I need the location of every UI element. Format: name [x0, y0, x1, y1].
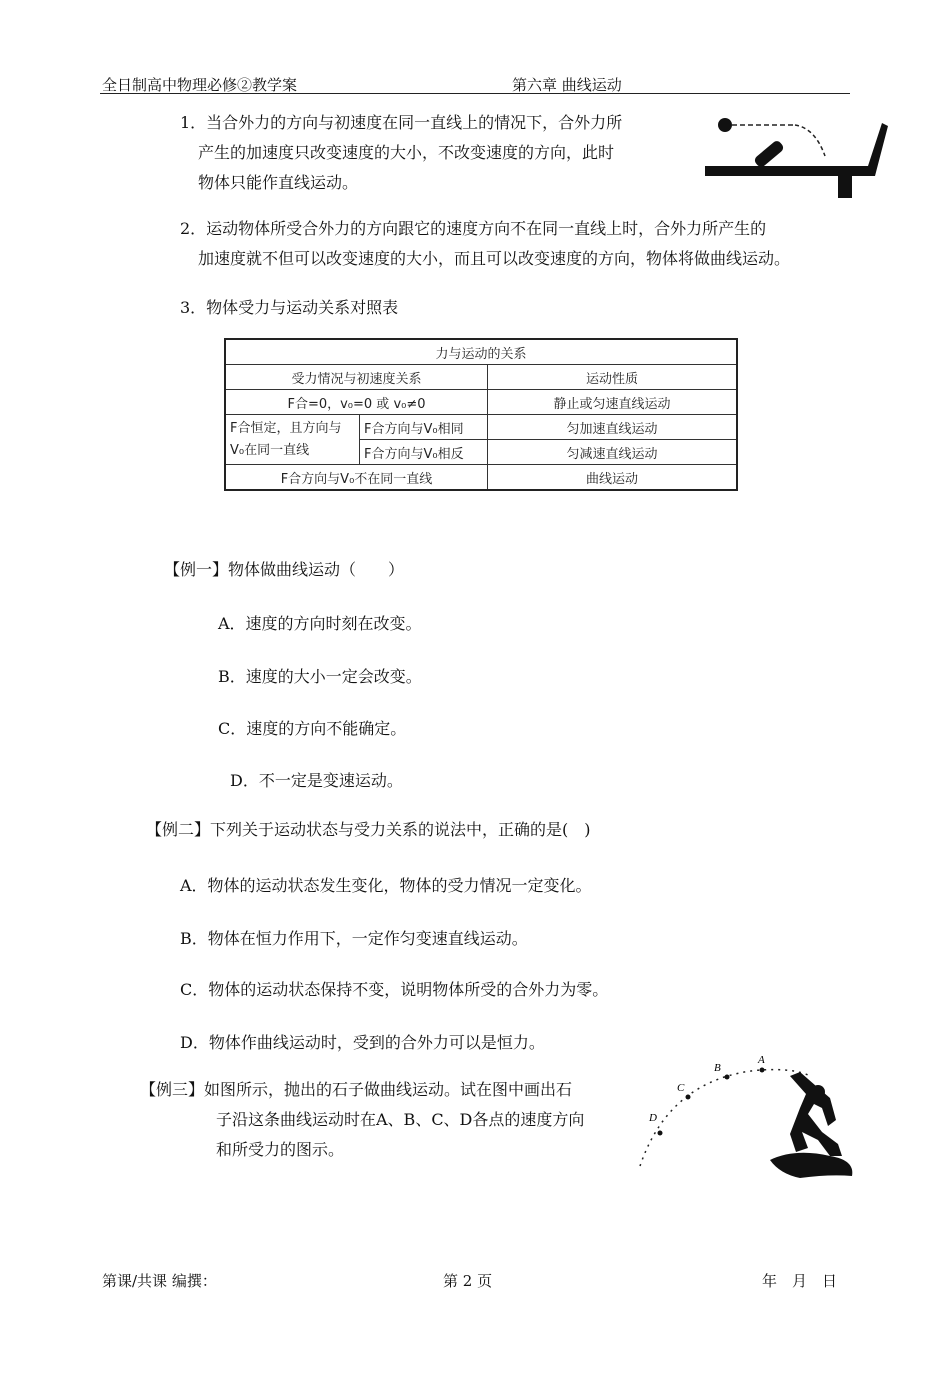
force-motion-table — [224, 338, 738, 491]
example-1-option-d: D．不一定是变速运动。 — [230, 771, 403, 790]
example-3 — [140, 1075, 584, 1165]
table-cell: F合方向与V₀相同 — [360, 415, 488, 440]
table-cell: 匀加速直线运动 — [488, 415, 738, 440]
example-2-stem: 【例二】下列关于运动状态与受力关系的说法中，正确的是( ) — [146, 820, 591, 839]
table-cell: F合恒定，且方向与V₀在同一直线 — [225, 415, 360, 465]
paddle — [753, 139, 785, 169]
table-leg — [838, 176, 852, 198]
label-d: D — [649, 1112, 657, 1124]
table-cell: 静止或匀速直线运动 — [488, 390, 738, 415]
table-top — [705, 123, 888, 176]
label-c: C — [677, 1082, 685, 1094]
example-3-line: 子沿这条曲线运动时在A、B、C、D各点的速度方向 — [216, 1110, 585, 1129]
point-b — [725, 1075, 730, 1080]
example-2-option-d: D．物体作曲线运动时，受到的合外力可以是恒力。 — [180, 1033, 545, 1052]
table-cell: F合=0，v₀=0 或 v₀≠0 — [225, 390, 488, 415]
example-3-line: 和所受力的图示。 — [216, 1140, 345, 1159]
trajectory — [640, 1070, 810, 1166]
thrower-icon — [770, 1072, 852, 1178]
label-b: B — [714, 1062, 721, 1074]
item-1-line: 1．当合外力的方向与初速度在同一直线上的情况下，合外力所 — [180, 113, 623, 132]
table-title: 力与运动的关系 — [225, 339, 737, 365]
item-1-line: 产生的加速度只改变速度的大小，不改变速度的方向，此时 — [198, 143, 615, 162]
item-2-line: 加速度就不但可以改变速度的大小，而且可以改变速度的方向，物体将做曲线运动。 — [198, 249, 791, 268]
item-3: 3．物体受力与运动关系对照表 — [180, 298, 399, 317]
table-header-condition: 受力情况与初速度关系 — [225, 365, 488, 390]
table-cell: F合方向与V₀相反 — [360, 440, 488, 465]
example-1-stem: 【例一】物体做曲线运动（ ） — [164, 560, 405, 579]
table-cell: F合方向与V₀不在同一直线 — [225, 465, 488, 491]
table-cell: 匀减速直线运动 — [488, 440, 738, 465]
table-header-motion: 运动性质 — [488, 365, 738, 390]
item-1 — [180, 108, 622, 198]
example-2-option-c: C．物体的运动状态保持不变，说明物体所受的合外力为零。 — [180, 980, 609, 999]
example-2-option-b: B．物体在恒力作用下，一定作匀变速直线运动。 — [180, 929, 528, 948]
header-right: 第六章 曲线运动 — [512, 76, 622, 94]
table-cell: 曲线运动 — [488, 465, 738, 491]
example-1-option-b: B．速度的大小一定会改变。 — [218, 667, 422, 686]
example-1-option-a: A．速度的方向时刻在改变。 — [218, 614, 422, 633]
example-1-option-c: C．速度的方向不能确定。 — [218, 719, 407, 738]
header-rule — [100, 93, 850, 94]
item-2-line: 2．运动物体所受合外力的方向跟它的速度方向不在同一直线上时，合外力所产生的 — [180, 219, 767, 238]
footer-left: 第课/共课 编撰： — [102, 1272, 217, 1290]
point-d — [658, 1131, 663, 1136]
ball — [718, 118, 732, 132]
footer-date: 年 月 日 — [762, 1272, 838, 1290]
ball-table-figure — [700, 108, 890, 198]
header-left: 全日制高中物理必修②教学案 — [102, 76, 298, 94]
projectile-figure — [630, 1048, 860, 1188]
example-2-option-a: A．物体的运动状态发生变化，物体的受力情况一定变化。 — [180, 876, 592, 895]
example-3-line: 【例三】如图所示，抛出的石子做曲线运动。试在图中画出石 — [140, 1080, 573, 1099]
item-1-line: 物体只能作直线运动。 — [198, 173, 359, 192]
item-2 — [180, 214, 790, 274]
label-a: A — [758, 1054, 765, 1066]
point-c — [686, 1095, 691, 1100]
footer-page: 第 2 页 — [443, 1272, 493, 1290]
point-a — [760, 1068, 765, 1073]
